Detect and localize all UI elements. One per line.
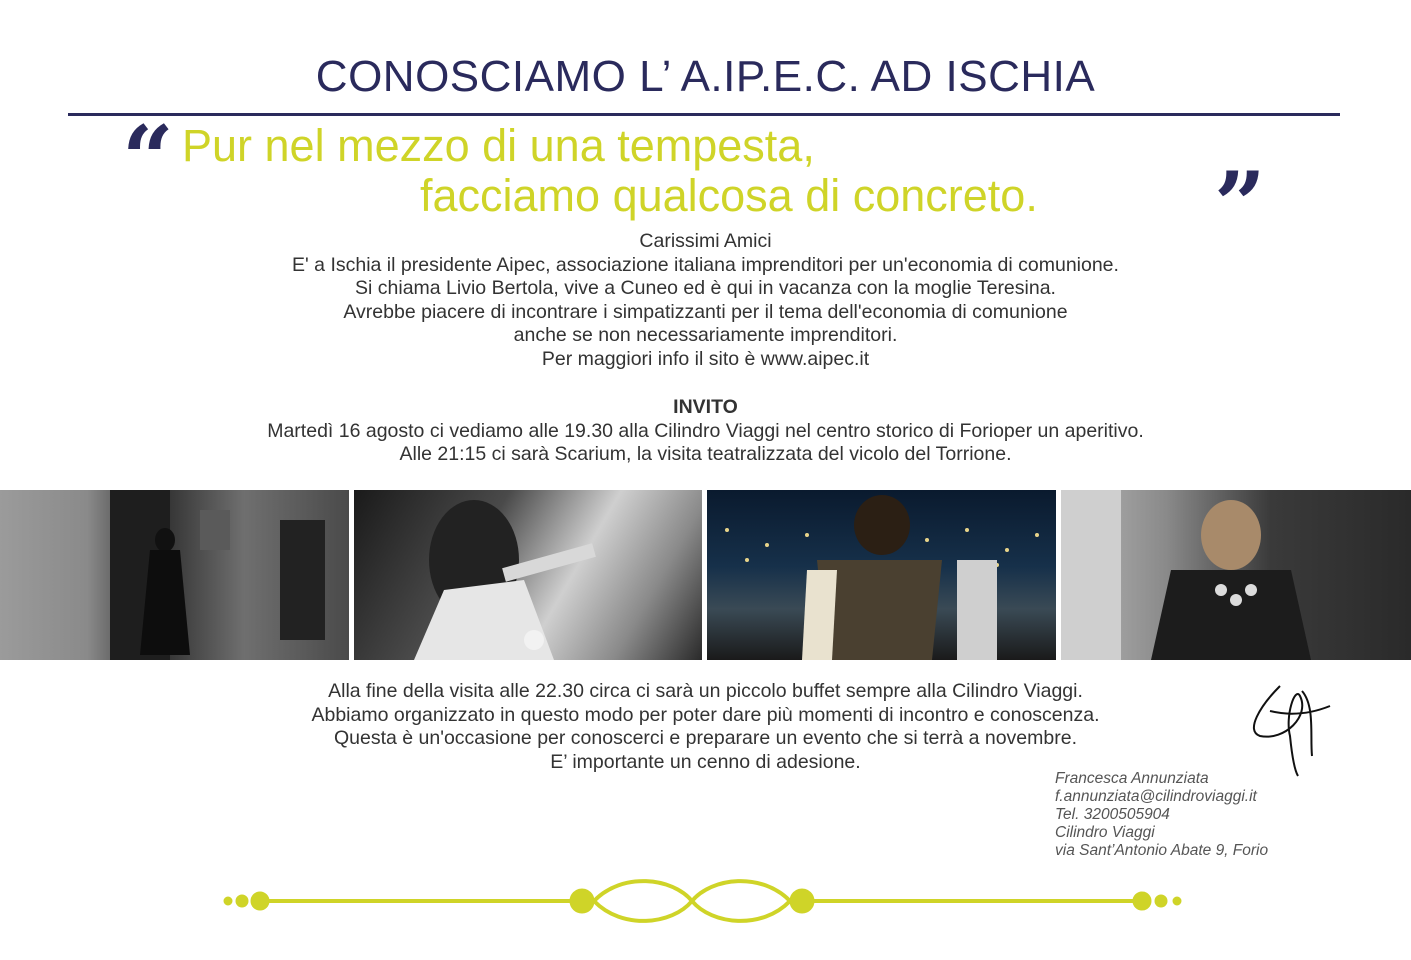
photo-alley-art [0, 490, 349, 660]
intro-line: Per maggiori info il sito è www.aipec.it [541, 347, 870, 370]
contact-address: via Sant’Antonio Abate 9, Forio [1055, 842, 1269, 859]
contact-email[interactable]: f.annunziata@cilindroviaggi.it [1055, 788, 1257, 805]
closing-paragraph [0, 680, 1411, 774]
photo-harbor-art [707, 490, 1056, 660]
invite-line: Alle 21:15 ci sarà Scarium, la visita teatralizzata del vicolo del Torrione. [399, 443, 1012, 465]
contact-block [1055, 770, 1268, 860]
photo-alley-figure [0, 490, 349, 660]
intro-line: E' a Ischia il presidente Aipec, associazione italiana imprenditori per un'economia di comunione. [292, 253, 1119, 276]
invite-line: Martedì 16 agosto ci vediamo alle 19.30 alla Cilindro Viaggi nel centro storico di Forioper un aperitivo. [267, 419, 1144, 442]
invite-paragraph [0, 396, 1411, 467]
title-divider [68, 113, 1340, 116]
photo-woman-art [354, 490, 702, 660]
intro-paragraph [0, 230, 1411, 371]
intro-line: anche se non necessariamente imprenditori. [513, 324, 898, 346]
closing-line: Questa è un'occasione per conoscerci e preparare un evento che si terrà a novembre. [334, 727, 1077, 749]
closing-line: Abbiamo organizzato in questo modo per poter dare più momenti di incontro e conoscenza. [311, 703, 1100, 726]
intro-line: Carissimi Amici [639, 230, 772, 252]
page-title: CONOSCIAMO L’ A.IP.E.C. AD ISCHIA [315, 52, 1096, 101]
invite-heading: INVITO [673, 396, 738, 418]
photo-woman-shouting [1061, 490, 1411, 660]
contact-company: Cilindro Viaggi [1055, 824, 1155, 841]
contact-name: Francesca Annunziata [1055, 770, 1209, 787]
close-quote-mark: ” [1214, 152, 1266, 258]
intro-line: Si chiama Livio Bertola, vive a Cuneo ed è qui in vacanza con la moglie Teresina. [355, 277, 1056, 299]
closing-line: Alla fine della visita alle 22.30 circa ci sarà un piccolo buffet sempre alla Cilindro Viaggi. [328, 680, 1083, 702]
photo-woman-reaching [354, 490, 702, 660]
open-quote-mark: “ [122, 106, 174, 212]
photo-night-harbor [707, 490, 1056, 660]
photo-shouting-art [1061, 490, 1411, 660]
photo-strip [0, 490, 1411, 660]
intro-line: Avrebbe piacere di incontrare i simpatizzanti per il tema dell'economia di comunione [343, 300, 1068, 323]
closing-line: E’ importante un cenno di adesione. [550, 750, 861, 773]
contact-phone: Tel. 3200505904 [1055, 806, 1170, 823]
quote-line-2: facciamo qualcosa di concreto. [420, 170, 1038, 221]
quote-line-1: Pur nel mezzo di una tempesta, [182, 120, 815, 171]
ornament-divider [222, 872, 1187, 930]
